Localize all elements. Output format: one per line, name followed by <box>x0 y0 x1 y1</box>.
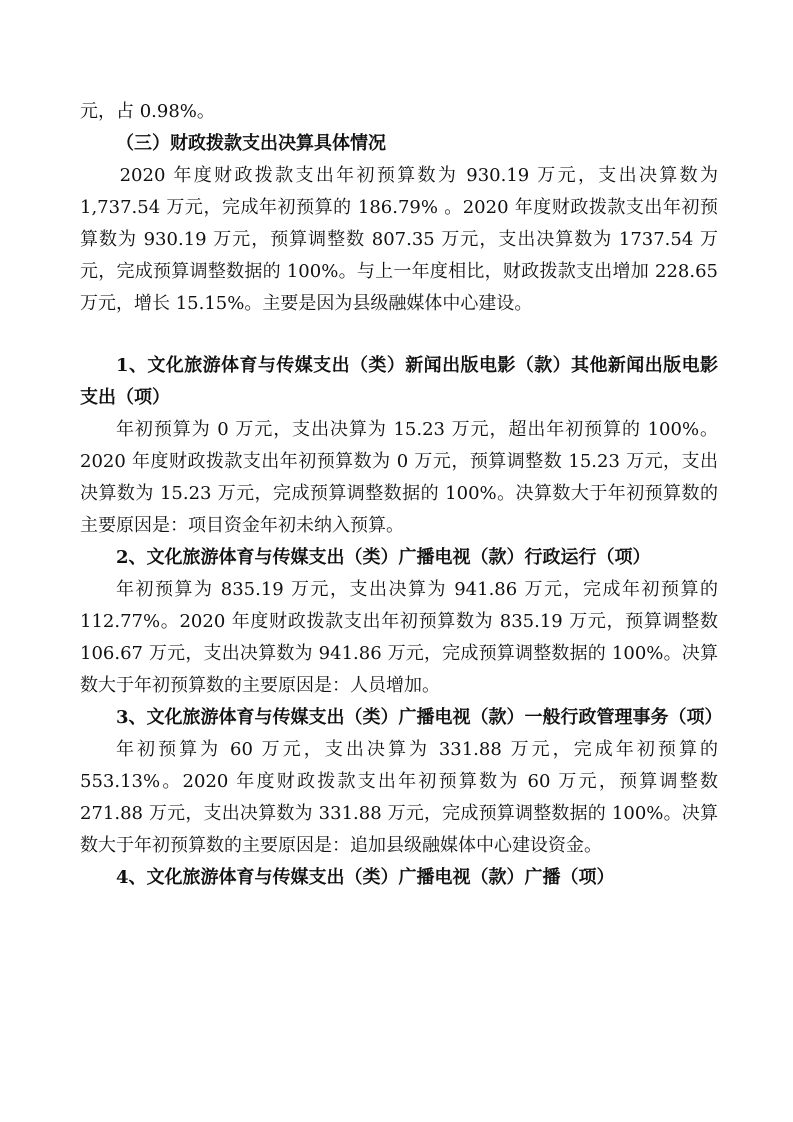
item-1-body: 年初预算为 0 万元，支出决算为 15.23 万元，超出年初预算的 100%。2020 年度财政拨款支出年初预算数为 0 万元，预算调整数 15.23 万元，支出决算数为 15.23 万元，完成预算调整数据的 100%。决算数大于年初预算数的主要原因是：项目资金年初未纳入预算。 <box>80 419 718 536</box>
item-4-title: 4、文化旅游体育与传媒支出（类）广播电视（款）广播（项） <box>116 867 615 888</box>
document-page <box>80 96 723 894</box>
item-3-title: 3、文化旅游体育与传媒支出（类）广播电视（款）一般行政管理事务（项） <box>116 707 723 728</box>
item-2-body: 年初预算为 835.19 万元，支出决算为 941.86 万元，完成年初预算的 112.77%。2020 年度财政拨款支出年初预算数为 835.19 万元，预算调整数 106.67 万元，支出决算数为 941.86 万元，完成预算调整数据的 100%。决算数大于年初预算数的主要原因是：人员增加。 <box>80 579 718 696</box>
continuation-line: 元，占 0.98%。 <box>80 101 215 122</box>
paragraph-gap <box>80 320 718 350</box>
section-heading: （三）财政拨款支出决算具体情况 <box>116 133 386 154</box>
item-1-title: 1、文化旅游体育与传媒支出（类）新闻出版电影（款）其他新闻出版电影支出（项） <box>80 355 718 408</box>
item-2-title: 2、文化旅游体育与传媒支出（类）广播电视（款）行政运行（项） <box>116 547 651 568</box>
item-3-body: 年初预算为 60 万元，支出决算为 331.88 万元，完成年初预算的 553.13%。2020 年度财政拨款支出年初预算数为 60 万元，预算调整数 271.88 万元，支出决算数为 331.88 万元，完成预算调整数据的 100%。决算数大于年初预算数的主要原因是：追加县级融媒体中心建设资金。 <box>80 739 718 856</box>
summary-paragraph: 2020 年度财政拨款支出年初预算数为 930.19 万元，支出决算数为 1,737.54 万元，完成年初预算的 186.79% 。2020 年度财政拨款支出年初预算数为 930.19 万元，预算调整数 807.35 万元，支出决算数为 1737.54 万元，完成预算调整数据的 100%。与上一年度相比，财政拨款支出增加 228.65 万元，增长 15.15%。主要是因为县级融媒体中心建设。 <box>80 165 718 314</box>
